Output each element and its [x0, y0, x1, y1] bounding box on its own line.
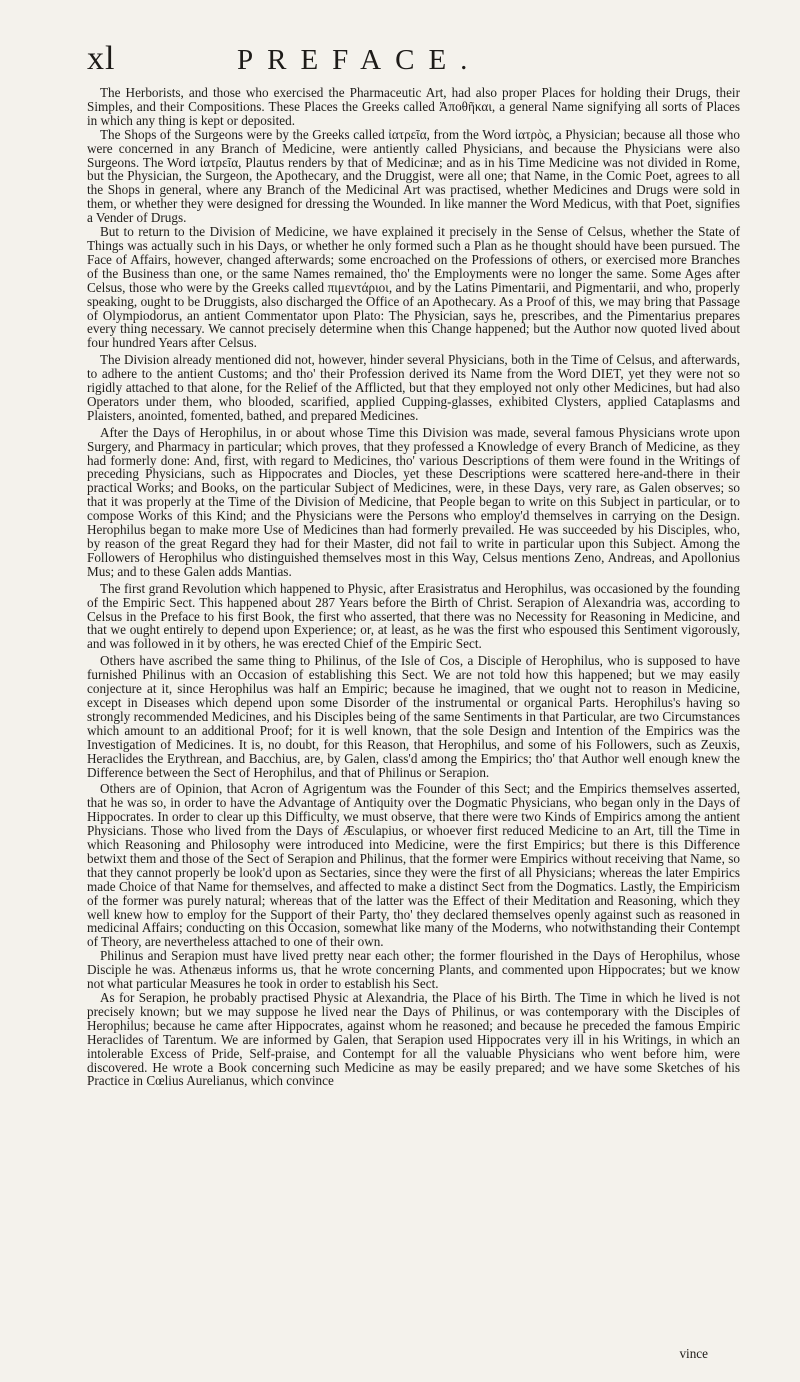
page-number: xl — [87, 40, 116, 77]
catchword: vince — [679, 1346, 708, 1361]
paragraph-serapion: As for Serapion, he probably practised Physic at Alexandria, the Place of his Birth. The Time in which he lived is not precisely known; but we may suppose he lived near the Days of Philinus, or was contemporary with the Disciples of Herophilus; because he came after Hippocrates, against whom he reasoned; and because he preceded the famous Empiric Heraclides of Tarentum. We are informed by Galen, that Serapion used Hippocrates very ill in his Writings, in which an intolerable Excess of Pride, Self-praise, and Contempt for all the valuable Physicians who went before him, were discovered. He wrote a Book concerning such Medicine as may be easily prepared; and we have some Sketches of his Practice in Cœlius Aurelianus, which convince — [87, 990, 740, 1089]
paragraph-surgeon-shops: The Shops of the Surgeons were by the Greeks called ἰατρεῖα, from the Word ἰατρὸς, a Physician; because all those who were concerned in any Branch of Medicine, were antiently called Physicians, and because the Physicians were also Surgeons. The Word ἰατρεῖα, Plautus renders by that of Medicinæ; and as in his Time Medicine was not divided in Rome, but the Physician, the Surgeon, the Apothecary, and the Druggist, were all one; that Name, in the Comic Poet, agrees to all the Shops in general, where any Branch of the Medicinal Art was practised, whether Medicines and Drugs were sold in them, or whether they were designed for dressing the Wounded. In like manner the Word Medicus, with that Poet, signifies a Vender of Drugs. — [87, 126, 740, 226]
paragraph-acron: Others are of Opinion, that Acron of Agrigentum was the Founder of this Sect; and the Empirics themselves asserted, that he was so, in order to have the Advantage of Antiquity over the Dogmatic Physicians, who began only in the Days of Hippocrates. In order to clear up this Difficulty, we must observe, that there were two Kinds of Empirics among the antient Physicians. Those who lived from the Days of Æsculapius, or whoever first reduced Medicine to an Art, till the Time in which Reasoning and Philosophy were introduced into Medicine, were the first Empirics; but there is this Difference betwixt them and those of the Sect of Serapion and Philinus, that the former were Empirics without receiving that Name, so that they cannot properly be look'd upon as Sectaries, since they were the first of all Physicians; whereas the later Empirics made Choice of that Name for themselves, and affected to make a distinct Sect from the Dogmatics. Lastly, the Empiricism of the former was purely natural; whereas that of the latter was the Effect of their Meditation and Reasoning, which they well knew how to employ for the Support of their Party, tho' they declared themselves openly against such as reasoned in medicinal Affairs; conducting on this Occasion, somewhat like many of the Moderns, who notwithstanding their Contempt of Theory, are nevertheless attached to one of their own. — [87, 781, 740, 950]
paragraph-division-of-medicine: But to return to the Division of Medicine, we have explained it precisely in the Sense of Celsus, whether the State of Things was actually such in his Days, or whether he only formed such a Plan as he thought should have been pursued. The Face of Affairs, however, changed afterwards; some encroached on the Professions of others, or exercised more Branches of the Business than one, or the same Names remained, tho' the Employments were no longer the same. Some Ages after Celsus, those who were by the Greeks called πιμεντάριοι, and by the Latins Pimentarii, and Pigmentarii, and who, properly speaking, ought to be Druggists, also discharged the Office of an Apothecary. As a Proof of this, we may bring that Passage of Olympiodorus, an antient Commentator upon Plato: The Physician, says he, prescribes, and the Pimentarius prepares every thing necessary. We cannot precisely determine when this Change happened; but the Author now quoted lived about four hundred Years after Celsus. — [87, 224, 740, 351]
paragraph-philinus-serapion: Philinus and Serapion must have lived pretty near each other; the former flourished in the Days of Herophilus, whose Disciple he was. Athenæus informs us, that he wrote concerning Plants, and commented upon Hippocrates; but we know not what particular Measures he took in order to establish his Sect. — [87, 948, 740, 992]
paragraph-herophilus: After the Days of Herophilus, in or about whose Time this Division was made, several famous Physicians wrote upon Surgery, and Pharmacy in particular; which proves, that they professed a Knowledge of every Branch of Medicine, as they had formerly done: And, first, with regard to Medicines, tho' various Descriptions of them were found in the Writings of preceding Physicians, such as Hippocrates and Diocles, yet these Descriptions were scattered here-and-there in their practical Works; and Books, on the particular Subject of Medicines, were, in these Days, very rare, as Galen observes; so that it was properly at the Time of the Division of Medicine, that People began to write on this Subject in particular, or to compose Works of this Kind; and the Physicians were the Persons who employ'd themselves in carrying on the Design. Herophilus began to make more Use of Medicines than had formerly prevailed. He was succeeded by his Disciples, who, by reason of the great Regard they had for their Master, did not fail to write in particular upon this Subject. Among the Followers of Herophilus who distinguished themselves most in this Way, Celsus mentions Zeno, Andreas, and Apollonius Mus; and to these Galen adds Mantias. — [87, 424, 740, 579]
body-text — [87, 86, 740, 1088]
paragraph-antient-customs: The Division already mentioned did not, however, hinder several Physicians, both in the Time of Celsus, and afterwards, to adhere to the antient Customs; and tho' their Profession derived its Name from the Word DIET, yet they were not so rigidly attached to that alone, for the Relief of the Afflicted, but that they employed not only other Medicines, but had also Operators under them, who blooded, scarified, applied Cupping-glasses, exhibited Clysters, applied Cataplasms and Plaisters, anointed, fomented, bathed, and prepared Medicines. — [87, 352, 740, 423]
running-head — [87, 38, 740, 86]
running-title: PREFACE. — [237, 44, 482, 76]
paragraph-empiric-sect: The first grand Revolution which happened to Physic, after Erasistratus and Herophilus, was occasioned by the founding of the Empiric Sect. This happened about 287 Years before the Birth of Christ. Serapion of Alexandria was, according to Celsus in the Preface to his first Book, the first who asserted, that there was no Necessity for Reasoning in Medicine, and that we ought entirely to depend upon Experience; or, at least, as he was the first who espoused this Sentiment vigorously, and was followed in it by others, he was erected Chief of the Empiric Sect. — [87, 580, 740, 652]
paragraph-philinus: Others have ascribed the same thing to Philinus, of the Isle of Cos, a Disciple of Herophilus, who is supposed to have furnished Philinus with an Occasion of establishing this Sect. We are not told how this happened; but we may easily conjecture at it, since Herophilus was half an Empiric; because he imagined, that we ought not to reason in Medicine, except in Diseases which depend upon some Disorder of the instrumental or organical Parts. Herophilus's having so strongly recommended Medicines, and his Disciples being of the same Sentiments in that Particular, are two Circumstances which amount to an additional Proof; for it is well known, that the sole Design and Intention of the Empirics was the Investigation of Medicines. It is, no doubt, for this Reason, that Herophilus, and some of his Followers, such as Zeuxis, Heraclides the Erythrean, and Bacchius, are, by Galen, class'd among the Empirics; tho' that Author well enough knew the Difference between the Sect of Herophilus, and that of Philinus or Serapion. — [87, 653, 740, 780]
paragraph-herborists: The Herborists, and those who exercised the Pharmaceutic Art, had also proper Places for holding their Drugs, their Simples, and their Compositions. These Places the Greeks called Ἀποθῆκαι, a general Name signifying all sorts of Places in which any thing is kept or deposited. — [87, 85, 740, 128]
